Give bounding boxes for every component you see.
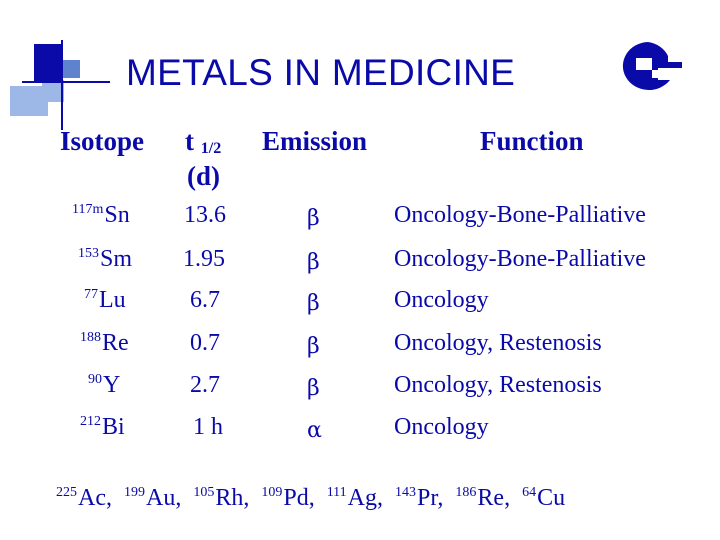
emission-cell: β [307, 291, 320, 316]
half-life-cell: 1 h [193, 414, 223, 440]
mass-number: 225 [56, 485, 77, 500]
element-symbol: Bi [102, 414, 125, 440]
header-half-life-subscript: 1/2 [200, 140, 222, 157]
element-symbol: Sn [104, 202, 130, 228]
isotope-cell [80, 330, 129, 357]
element-symbol: Y [103, 372, 121, 398]
function-cell: Oncology, Restenosis [394, 372, 602, 398]
element-symbol: Pd [283, 485, 309, 511]
mass-number: 77 [84, 287, 98, 302]
header-isotope: Isotope [60, 126, 145, 156]
element-symbol: Re [102, 330, 129, 356]
element-symbol: Cu [537, 485, 566, 511]
mass-number: 199 [123, 485, 145, 500]
corner-decoration-icon [0, 30, 110, 130]
isotope-cell [72, 202, 130, 229]
footer-isotope [522, 485, 565, 511]
element-symbol: Au [145, 485, 176, 511]
footer-isotope [395, 485, 443, 511]
mass-number: 90 [88, 372, 102, 387]
emission-cell: β [307, 206, 320, 231]
mass-number: 188 [80, 330, 101, 345]
half-life-cell: 13.6 [184, 202, 226, 228]
header-half-life [185, 126, 221, 158]
half-life-cell: 6.7 [190, 287, 220, 313]
isotope-cell [84, 287, 126, 314]
footer-isotope [261, 485, 314, 511]
separator: , [504, 485, 511, 511]
isotope-cell [80, 414, 125, 441]
function-cell: Oncology-Bone-Palliative [394, 202, 646, 228]
emission-cell: α [307, 418, 322, 443]
isotope-cell [78, 246, 132, 273]
function-cell: Oncology-Bone-Palliative [394, 246, 646, 272]
emission-cell: β [307, 334, 320, 359]
element-symbol: Rh [215, 485, 244, 511]
slide-title: METALS IN MEDICINE [126, 52, 516, 93]
footer-isotope [327, 485, 383, 511]
element-symbol: Ac [78, 485, 106, 511]
half-life-cell: 2.7 [190, 372, 220, 398]
footer-isotope [455, 485, 510, 511]
separator: , [308, 485, 315, 511]
footer-isotope [124, 485, 181, 511]
header-half-life-symbol: t [185, 126, 194, 156]
header-emission: Emission [262, 126, 368, 156]
header-half-life-unit: (d) [187, 161, 220, 191]
mass-number: 105 [193, 485, 215, 500]
separator: , [437, 485, 444, 511]
emission-cell: β [307, 250, 320, 275]
header-function: Function [480, 126, 584, 156]
isotope-cell [88, 372, 120, 399]
half-life-cell: 0.7 [190, 330, 220, 356]
separator: , [377, 485, 384, 511]
mass-number: 153 [78, 246, 99, 261]
element-symbol: Lu [99, 287, 126, 313]
half-life-cell: 1.95 [183, 246, 225, 272]
element-symbol: Ag [347, 485, 378, 511]
mass-number: 186 [455, 485, 477, 500]
function-cell: Oncology [394, 414, 489, 440]
mass-number: 109 [261, 485, 283, 500]
separator: , [105, 485, 112, 511]
additional-isotopes-list [56, 485, 565, 512]
mass-number: 117m [72, 202, 104, 217]
function-cell: Oncology, Restenosis [394, 330, 602, 356]
mass-number: 111 [326, 485, 347, 500]
function-cell: Oncology [394, 287, 489, 313]
separator: , [243, 485, 250, 511]
element-symbol: Pr [417, 485, 438, 511]
separator: , [175, 485, 182, 511]
emission-cell: β [307, 376, 320, 401]
mass-number: 143 [395, 485, 417, 500]
element-symbol: Sm [100, 246, 133, 272]
mass-number: 64 [522, 485, 537, 500]
footer-isotope [193, 485, 249, 511]
footer-isotope [56, 485, 112, 511]
mass-number: 212 [80, 414, 101, 429]
element-symbol: Re [477, 485, 505, 511]
logo-icon [618, 38, 684, 96]
